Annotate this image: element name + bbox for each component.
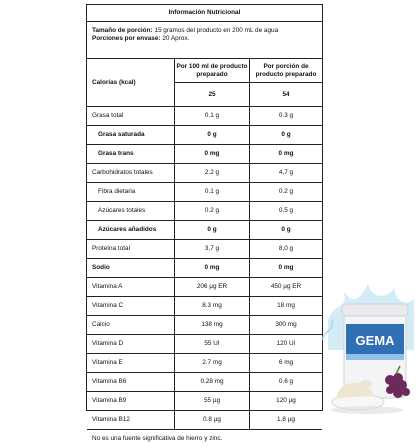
nutrient-value-per-serving: 0.2 g bbox=[249, 183, 322, 202]
nutrient-value-per-serving: 4,7 g bbox=[249, 164, 322, 183]
nutrient-value-per-serving: 0.3 g bbox=[249, 107, 322, 126]
nutrient-value-per-100ml: 138 mg bbox=[174, 316, 249, 335]
nutrient-table bbox=[87, 107, 322, 430]
calories-label: Calorías (kcal) bbox=[87, 59, 174, 107]
nutrient-name: Vitamina B12 bbox=[87, 411, 174, 430]
nutrient-name: Sodio bbox=[87, 259, 174, 278]
nutrient-value-per-serving: 18 mg bbox=[249, 297, 322, 316]
tub-brand-text: GEMA bbox=[355, 333, 395, 348]
nutrient-value-per-100ml: 2.2 g bbox=[174, 164, 249, 183]
nutrient-value-per-100ml: 3,7 g bbox=[174, 240, 249, 259]
nutrient-name: Azúcares totales bbox=[87, 202, 174, 221]
label-title: Información Nutricional bbox=[87, 5, 322, 22]
calories-per-100ml: 25 bbox=[174, 83, 249, 107]
product-image bbox=[318, 280, 416, 416]
nutrient-name: Vitamina B9 bbox=[87, 392, 174, 411]
nutrient-value-per-serving: 6 mg bbox=[249, 354, 322, 373]
nutrient-value-per-100ml: 0 mg bbox=[174, 145, 249, 164]
nutrient-value-per-100ml: 0.8 µg bbox=[174, 411, 249, 430]
nutrient-value-per-100ml: 0.1 g bbox=[174, 107, 249, 126]
servings-per-container: Porciones por envase: 20 Aprox. bbox=[92, 35, 190, 43]
label-footer: No es una fuente significativa de hierro y zinc. bbox=[92, 434, 223, 442]
col-header-per-100ml: Por 100 ml de producto preparado bbox=[174, 59, 249, 83]
nutrient-value-per-100ml: 0 g bbox=[174, 221, 249, 240]
nutrient-value-per-serving: 0.5 g bbox=[249, 202, 322, 221]
nutrient-value-per-100ml: 0.1 g bbox=[174, 183, 249, 202]
nutrient-name: Azúcares añadidos bbox=[87, 221, 174, 240]
nutrient-value-per-serving: 0 mg bbox=[249, 259, 322, 278]
nutrient-value-per-serving: 0 mg bbox=[249, 145, 322, 164]
calories-per-serving: 54 bbox=[249, 83, 322, 107]
nutrient-value-per-100ml: 2.7 mg bbox=[174, 354, 249, 373]
nutrient-value-per-100ml: 0 g bbox=[174, 126, 249, 145]
table-header bbox=[87, 59, 322, 107]
nutrient-value-per-100ml: 0.2 g bbox=[174, 202, 249, 221]
serving-info bbox=[87, 22, 322, 59]
nutrient-name: Proteína total bbox=[87, 240, 174, 259]
nutrient-name: Vitamina E bbox=[87, 354, 174, 373]
nutrient-name: Grasa saturada bbox=[87, 126, 174, 145]
nutrient-value-per-serving: 8,0 g bbox=[249, 240, 322, 259]
col-header-per-serving: Por porción de producto preparado bbox=[249, 59, 322, 83]
serving-size: Tamaño de porción: 15 gramos del producto en 200 mL de agua bbox=[92, 27, 279, 34]
product-tub-illustration bbox=[318, 280, 416, 416]
nutrient-value-per-100ml: 8.3 mg bbox=[174, 297, 249, 316]
nutrient-value-per-100ml: 206 µg ER bbox=[174, 278, 249, 297]
nutrient-name: Calcio bbox=[87, 316, 174, 335]
nutrient-name: Fibra dietaria bbox=[87, 183, 174, 202]
nutrient-name: Vitamina B6 bbox=[87, 373, 174, 392]
nutrient-value-per-serving: 0 g bbox=[249, 126, 322, 145]
nutrient-value-per-serving: 1,8 µg bbox=[249, 411, 322, 430]
nutrient-value-per-100ml: 0 mg bbox=[174, 259, 249, 278]
nutrient-value-per-serving: 0 g bbox=[249, 221, 322, 240]
nutrient-name: Carbohidratos totales bbox=[87, 164, 174, 183]
nutrient-value-per-serving: 450 µg ER bbox=[249, 278, 322, 297]
nutrient-value-per-100ml: 0.28 mg bbox=[174, 373, 249, 392]
nutrient-value-per-serving: 120 µg bbox=[249, 392, 322, 411]
nutrient-value-per-serving: 300 mg bbox=[249, 316, 322, 335]
nutrient-value-per-serving: 0.6 g bbox=[249, 373, 322, 392]
nutrient-name: Vitamina A bbox=[87, 278, 174, 297]
nutrient-name: Vitamina C bbox=[87, 297, 174, 316]
nutrient-value-per-100ml: 55 UI bbox=[174, 335, 249, 354]
nutrient-value-per-100ml: 55 µg bbox=[174, 392, 249, 411]
nutrient-name: Grasa total bbox=[87, 107, 174, 126]
nutrient-name: Vitamina D bbox=[87, 335, 174, 354]
nutrient-name: Grasa trans bbox=[87, 145, 174, 164]
nutrient-value-per-serving: 120 UI bbox=[249, 335, 322, 354]
nutrition-facts-label bbox=[86, 4, 323, 442]
